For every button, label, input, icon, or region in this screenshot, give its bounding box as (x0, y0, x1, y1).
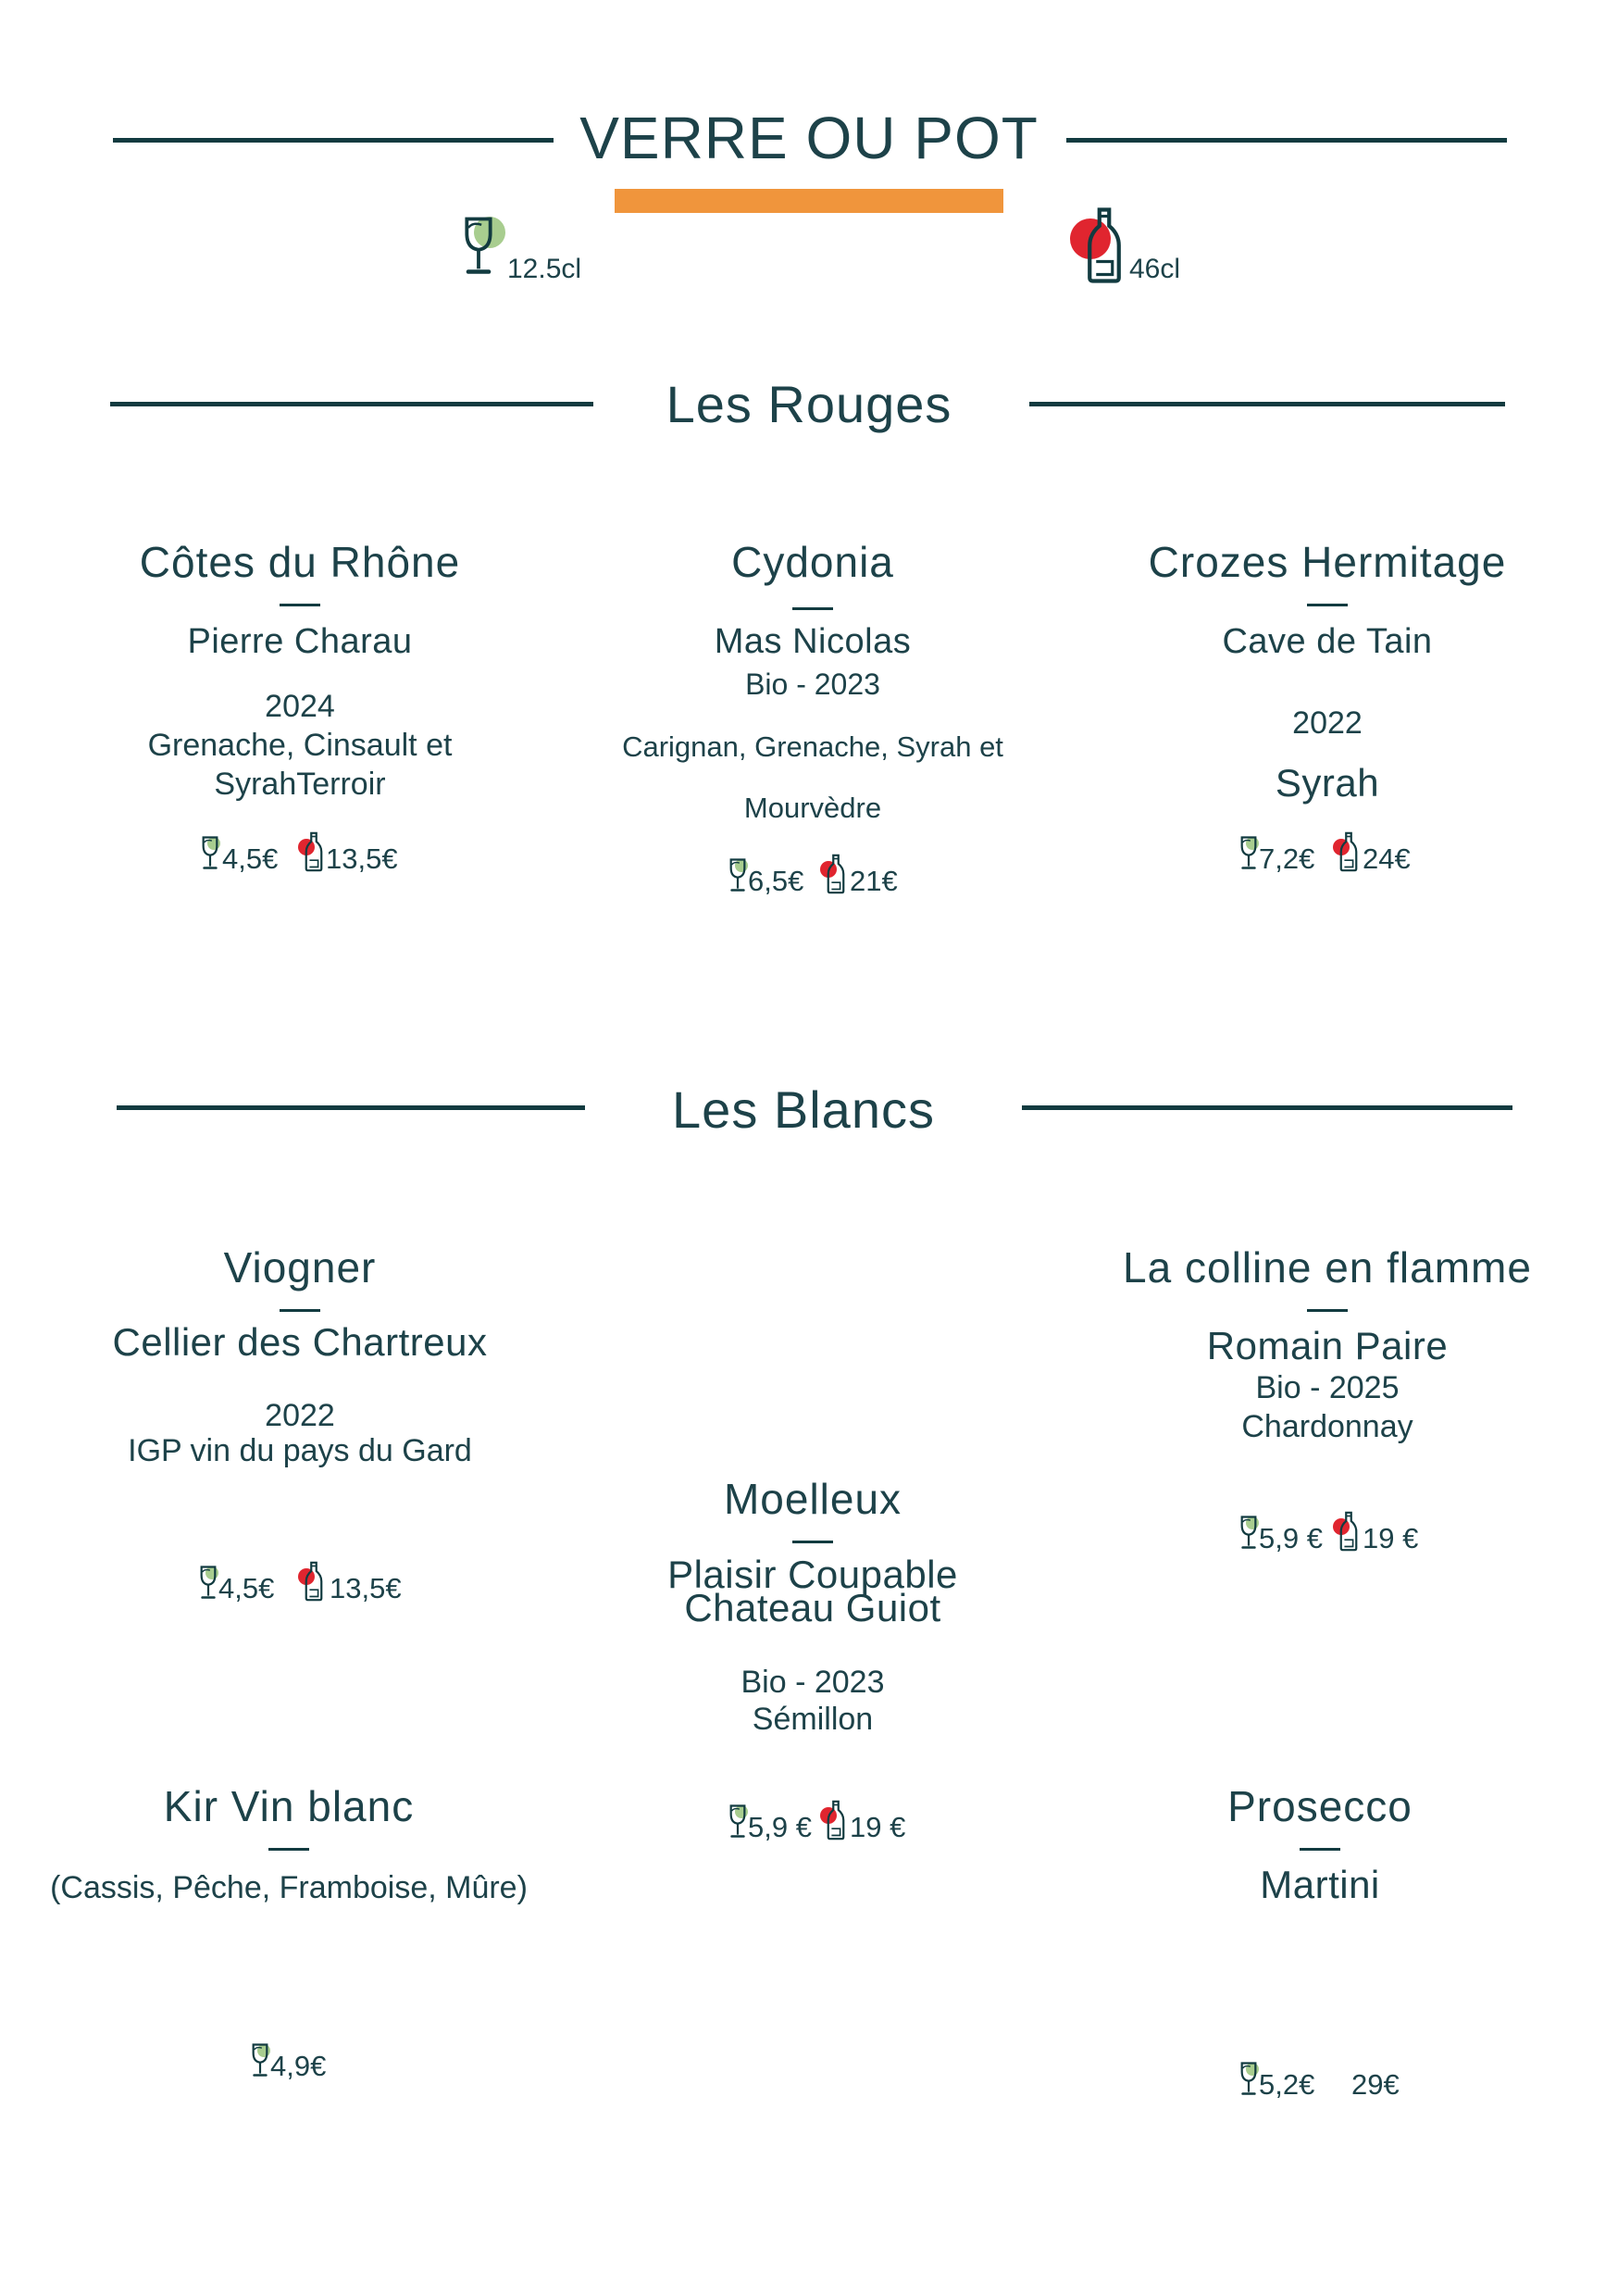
wine-producer: Cellier des Chartreux (112, 1320, 488, 1364)
divider (792, 607, 833, 610)
wine-producer: Plaisir Coupable (667, 1553, 958, 1596)
pot-price: 13,5€ (326, 842, 398, 875)
price-row (1237, 2057, 1459, 2103)
wine-producer: Mas Nicolas (714, 622, 912, 661)
wine-producer: Romain Paire (1206, 1324, 1449, 1367)
wine-grapes: Grenache, Cinsault et (147, 728, 453, 763)
price-row (726, 854, 929, 900)
header-rule-right (1066, 138, 1507, 143)
glass-price: 4,5€ (218, 1572, 275, 1604)
wine-glass-icon (198, 1565, 218, 1600)
wine-grapes: Mourvèdre (743, 792, 882, 824)
wine-bottle-icon (826, 1800, 846, 1841)
wine-vintage: 2024 (265, 689, 335, 724)
blancs-rule-right (1022, 1105, 1512, 1110)
wine-vintage: 2022 (265, 1398, 335, 1433)
price-row (1237, 1511, 1459, 1557)
wine-flavours: (Cassis, Pêche, Framboise, Mûre) (50, 1870, 528, 1905)
glass-price: 6,5€ (748, 865, 804, 897)
glass-price: 5,9 € (748, 1811, 812, 1843)
price-row (726, 1800, 948, 1846)
glass-price: 5,2€ (1259, 2068, 1315, 2101)
rouges-rule-left (110, 402, 593, 406)
wine-producer: Chateau Guiot (684, 1586, 941, 1629)
wine-grapes: Syrah (1275, 761, 1380, 805)
pot-price: 24€ (1363, 842, 1411, 875)
divider (268, 1848, 309, 1851)
wine-vintage: Bio - 2023 (745, 668, 880, 701)
wine-bottle-icon (826, 854, 846, 894)
divider (280, 604, 320, 606)
wine-name: Prosecco (1227, 1782, 1413, 1830)
price-row (198, 831, 420, 878)
wine-bottle-icon (1338, 831, 1359, 872)
wine-bottle-icon (304, 1561, 324, 1602)
wine-producer: Pierre Charau (187, 622, 413, 661)
pot-price: 19 € (850, 1811, 906, 1843)
wine-name: Côtes du Rhône (139, 538, 461, 586)
wine-glass-icon (1238, 835, 1259, 870)
glass-price: 7,2€ (1259, 842, 1315, 875)
pot-price: 21€ (850, 865, 898, 897)
page-title: VERRE OU POT (579, 105, 1039, 171)
wine-glass-icon (200, 835, 220, 870)
glass-legend (457, 209, 587, 283)
wine-grapes: Sémillon (752, 1702, 874, 1737)
wine-grapes: Chardonnay (1241, 1409, 1413, 1444)
price-row (196, 1561, 418, 1607)
wine-grapes: Carignan, Grenache, Syrah et (622, 730, 1003, 763)
glass-price: 5,9 € (1259, 1522, 1323, 1554)
pot-size-label: 46cl (1129, 254, 1181, 284)
pot-price: 19 € (1363, 1522, 1419, 1554)
wine-name: Kir Vin blanc (163, 1782, 415, 1830)
wine-vintage: Bio - 2025 (1255, 1370, 1400, 1405)
wine-grapes: SyrahTerroir (214, 767, 386, 802)
section-title-blancs: Les Blancs (672, 1080, 935, 1139)
wine-glass-icon (250, 2042, 270, 2078)
wine-producer: Cave de Tain (1222, 622, 1433, 661)
pot-price: 13,5€ (330, 1572, 402, 1604)
wine-glass-icon (1238, 2061, 1259, 2096)
glass-price: 4,9€ (270, 2050, 327, 2082)
divider (1307, 1309, 1348, 1312)
divider (1307, 604, 1348, 606)
divider (1300, 1848, 1340, 1851)
bottle-price: 29€ (1351, 2068, 1400, 2101)
wine-bottle-icon (1085, 191, 1124, 300)
wine-name: Crozes Hermitage (1148, 538, 1507, 586)
glass-size-label: 12.5cl (507, 254, 582, 284)
wine-bottle-icon (1338, 1511, 1359, 1552)
wine-glass-icon (728, 857, 748, 892)
wine-name: Viogner (223, 1243, 377, 1292)
glass-price: 4,5€ (222, 842, 279, 875)
wine-appellation: IGP vin du pays du Gard (128, 1433, 472, 1468)
wine-glass-icon (1238, 1515, 1259, 1550)
wine-bottle-icon (304, 831, 324, 872)
divider (280, 1309, 320, 1312)
wine-glass-icon (728, 1803, 748, 1839)
wine-producer: Martini (1260, 1863, 1380, 1906)
wine-vintage: Bio - 2023 (741, 1665, 885, 1700)
wine-name: La colline en flamme (1123, 1243, 1532, 1292)
title-underline (615, 189, 1003, 213)
wine-name: Cydonia (731, 538, 894, 586)
pot-legend (1068, 191, 1198, 302)
rouges-rule-right (1029, 402, 1505, 406)
price-row (248, 2039, 359, 2085)
divider (792, 1541, 833, 1543)
wine-vintage: 2022 (1292, 705, 1363, 741)
wine-name: Moelleux (723, 1475, 902, 1523)
section-title-rouges: Les Rouges (666, 375, 952, 433)
header-rule-left (113, 138, 554, 143)
blancs-rule-left (117, 1105, 585, 1110)
price-row (1237, 831, 1440, 878)
wine-glass-icon (461, 209, 496, 281)
